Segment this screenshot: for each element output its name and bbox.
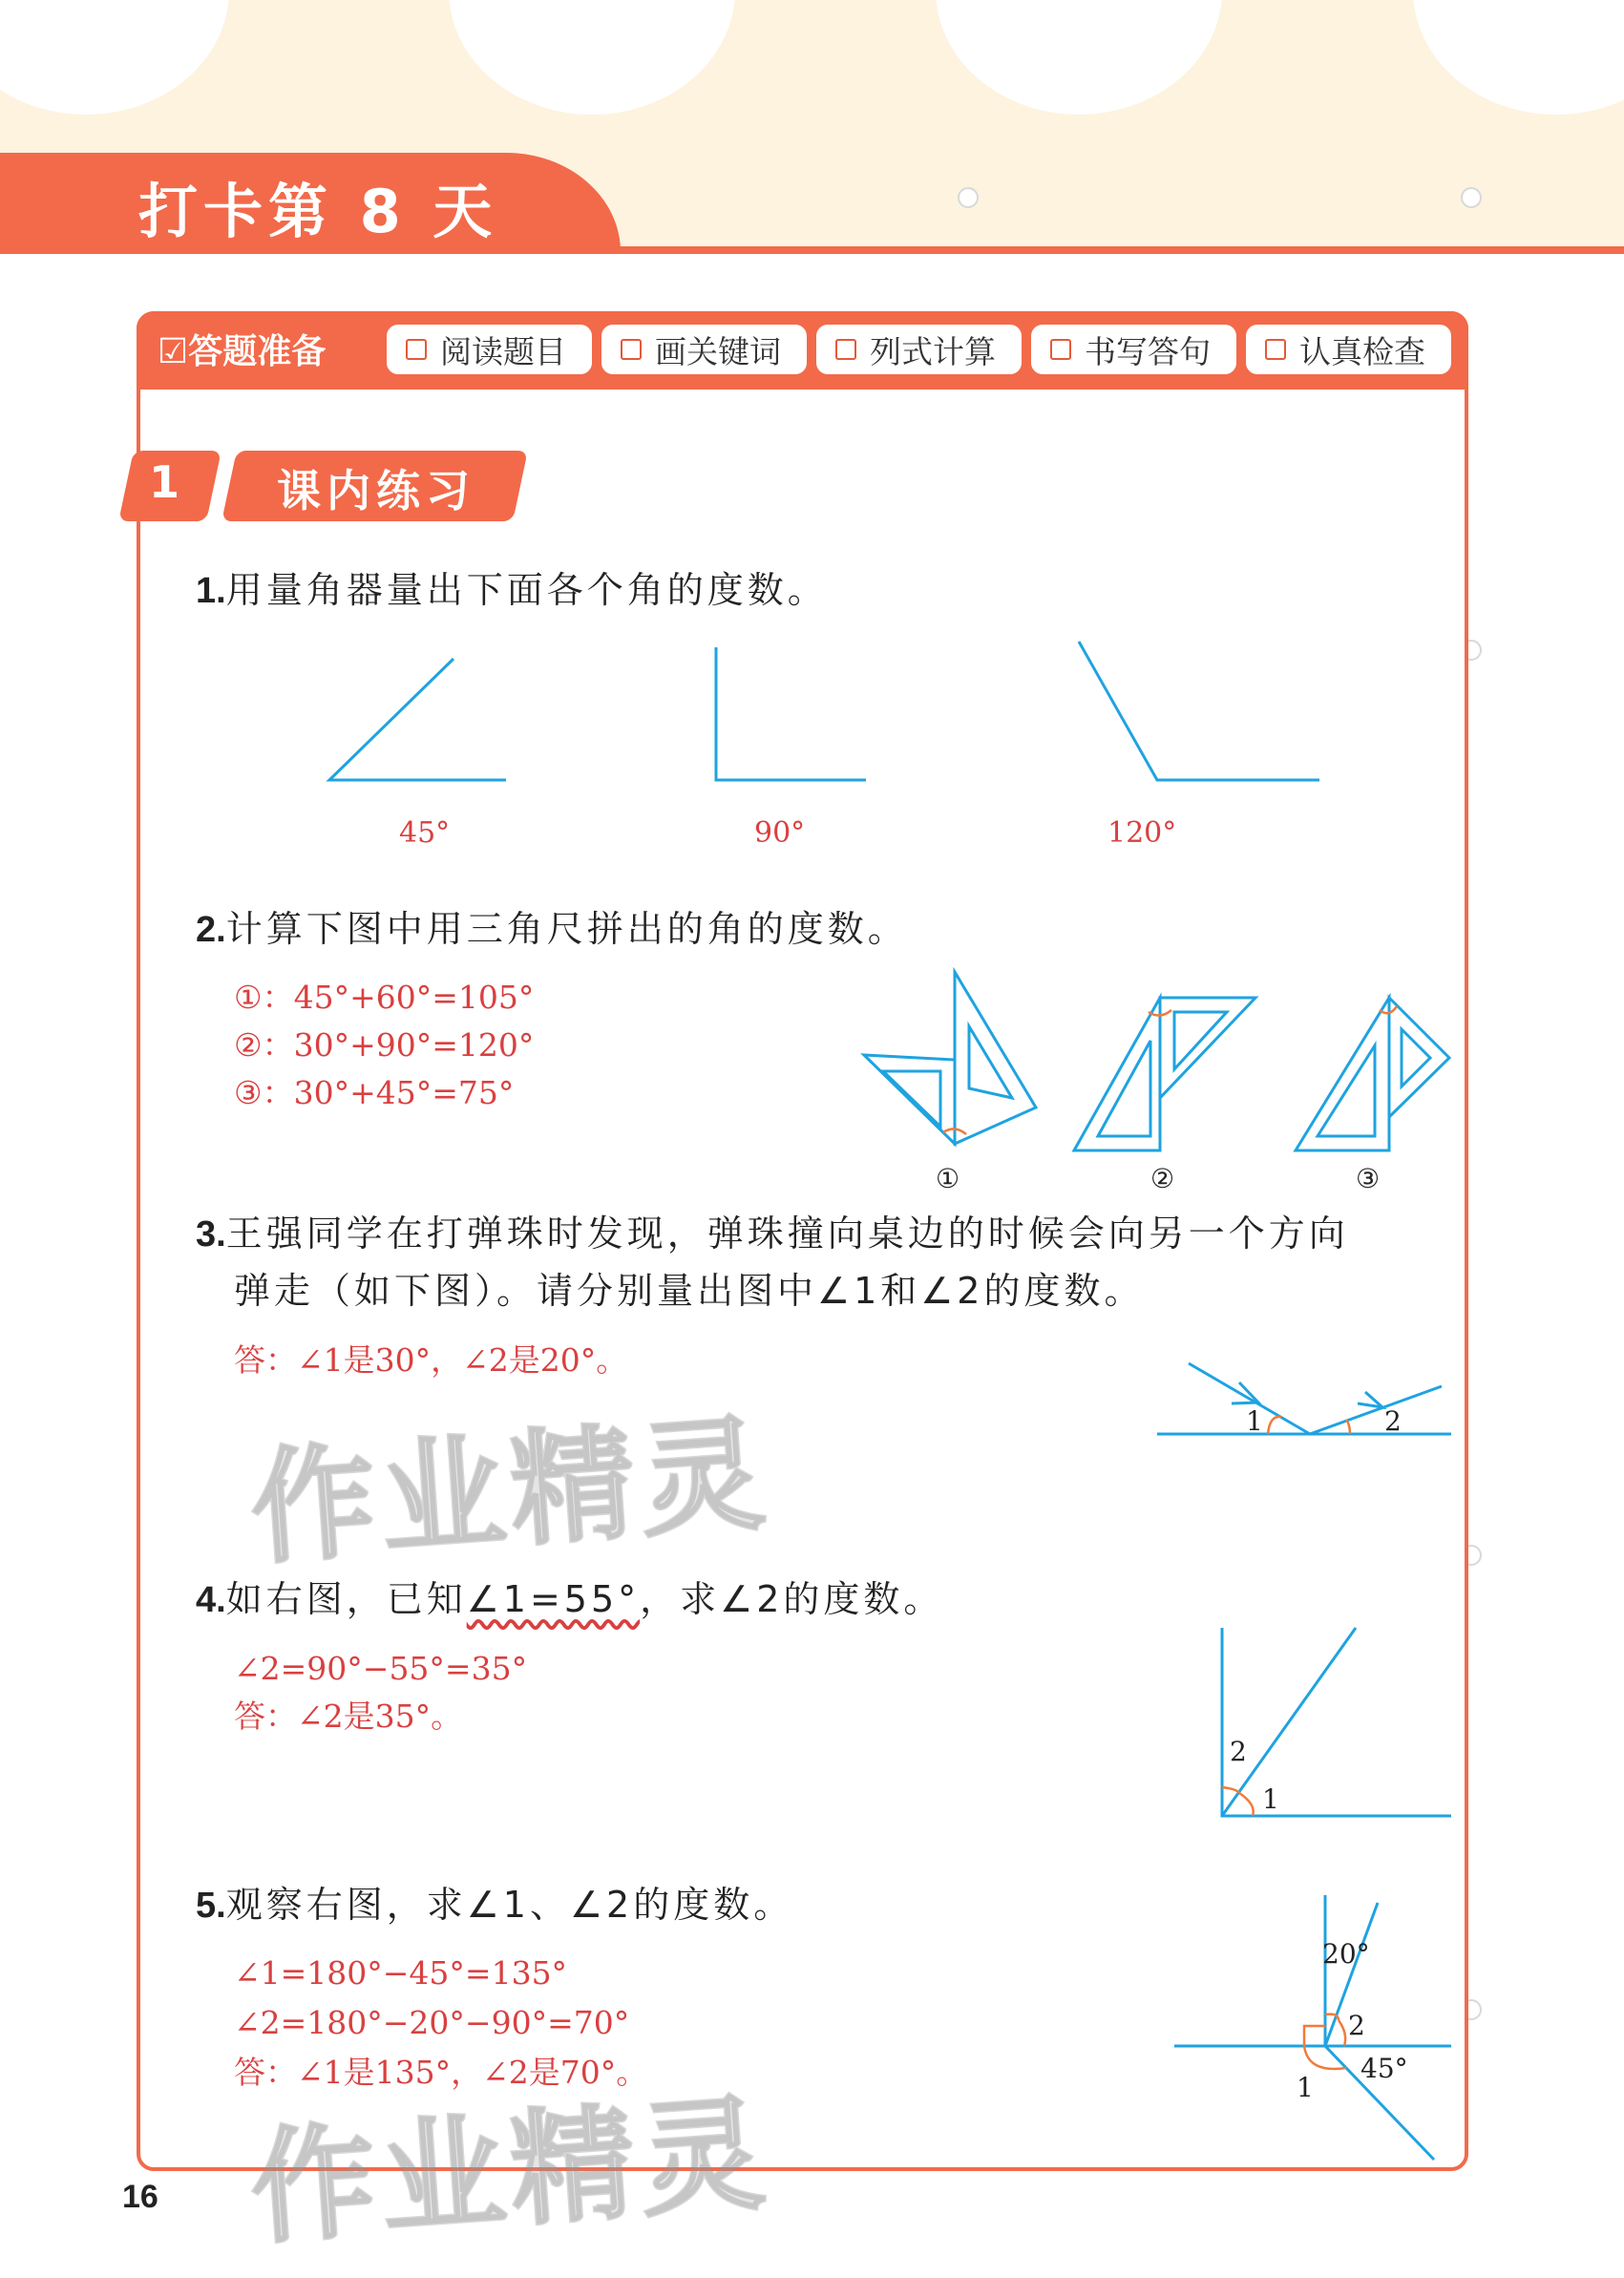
question-3: 3.王强同学在打弹珠时发现，弹珠撞向桌边的时候会向另一个方向 <box>196 1213 1349 1255</box>
question-2: 2.计算下图中用三角尺拼出的角的度数。 <box>196 908 908 950</box>
q1-answer-1: 45° <box>399 816 451 850</box>
angle-label-2: 2 <box>1230 1736 1247 1767</box>
q1-answer-3: 120° <box>1107 816 1177 850</box>
page-number: 16 <box>122 2179 158 2215</box>
q4-answer-2: 答：∠2是35°。 <box>234 1698 463 1735</box>
q5-answer-1: ∠1=180°−45°=135° <box>234 1954 568 1992</box>
prep-item-calc[interactable]: 列式计算 <box>816 325 1022 374</box>
question-1: 1.用量角器量出下面各个角的度数。 <box>196 569 828 611</box>
angle-label-1: 1 <box>1246 1405 1263 1437</box>
page-title: 打卡第 8 天 <box>138 177 498 246</box>
angle-label-2: 2 <box>1348 2010 1365 2041</box>
question-3-line-2: 弹走（如下图）。请分别量出图中∠1和∠2的度数。 <box>234 1270 1145 1312</box>
angle-label-20: 20° <box>1322 1938 1370 1970</box>
q2-answer-2: ②：30°+90°=120° <box>234 1026 535 1064</box>
figure-label: ① <box>936 1163 960 1194</box>
prep-label: ☑答题准备 <box>158 332 327 371</box>
watermark: 作业精灵 <box>246 2080 775 2262</box>
q3-answer: 答：∠1是30°，∠2是20°。 <box>234 1341 628 1379</box>
wavy-underline-keyword: ∠1=55° <box>466 1578 641 1620</box>
question-4: 4.如右图，已知∠1=55°，求∠2的度数。 <box>196 1578 944 1620</box>
q2-answer-3: ③：30°+45°=75° <box>234 1074 515 1111</box>
q1-answer-2: 90° <box>754 816 806 850</box>
prep-item-answer[interactable]: 书写答句 <box>1031 325 1236 374</box>
q5-answer-3: 答：∠1是135°，∠2是70°。 <box>234 2054 648 2091</box>
prep-item-check[interactable]: 认真检查 <box>1246 325 1451 374</box>
angle-label-45: 45° <box>1360 2053 1408 2084</box>
angle-label-1: 1 <box>1262 1783 1279 1815</box>
check-icon: ☑ <box>158 332 189 371</box>
question-5: 5.观察右图，求∠1、∠2的度数。 <box>196 1884 794 1926</box>
q2-answer-1: ①：45°+60°=105° <box>234 979 535 1016</box>
section-title: 课内练习 <box>277 465 475 517</box>
angle-label-1: 1 <box>1297 2072 1314 2103</box>
figure-label: ② <box>1150 1163 1175 1194</box>
watermark: 作业精灵 <box>246 1401 775 1582</box>
prep-item-read[interactable]: 阅读题目 <box>387 325 592 374</box>
angle-label-2: 2 <box>1384 1405 1402 1437</box>
section-number: 1 <box>149 456 180 508</box>
q5-answer-2: ∠2=180°−20°−90°=70° <box>234 2004 630 2041</box>
q4-answer-1: ∠2=90°−55°=35° <box>234 1650 528 1687</box>
figure-label: ③ <box>1356 1163 1381 1194</box>
prep-item-keywords[interactable]: 画关键词 <box>601 325 807 374</box>
